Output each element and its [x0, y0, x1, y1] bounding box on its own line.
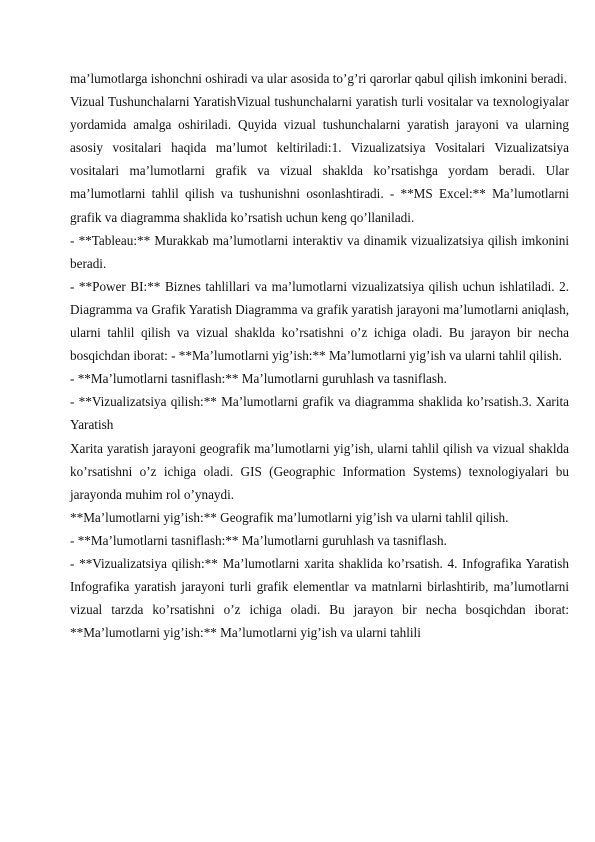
paragraph-tableau: - **Tableau:** Murakkab ma’lumotlarni interaktiv va dinamik vizualizatsiya qilish imkonini beradi.	[70, 232, 569, 271]
paragraph-visual-concepts: Vizual Tushunchalarni YaratishVizual tushunchalarni yaratish turli vositalar va texnologiyalar yordamida amalga oshiriladi. Quyida vizual tushunchalarni yaratish jarayoni va ularning asosiy vositalari haqida ma’lumot keltiriladi:1. Vizualizatsiya Vositalari Vizualizatsiya vositalari ma’lumotlarni grafik va vizual shaklda ko’rsatishga yordam beradi. Ular ma’lumotlarni tahlil qilish va tushunishni osonlashtiradi. - **MS Excel:** Ma’lumotlarni grafik va diagramma shaklida ko’rsatish uchun keng qo’llaniladi.	[70, 94, 569, 225]
paragraph-data-classification: - **Ma’lumotlarni tasniflash:** Ma’lumotlarni guruhlash va tasniflash.	[70, 371, 447, 387]
paragraph-geo-data-classification: - **Ma’lumotlarni tasniflash:** Ma’lumotlarni guruhlash va tasniflash.	[70, 532, 447, 548]
paragraph-geo-data-collection: **Ma’lumotlarni yig’ish:** Geografik ma’lumotlarni yig’ish va ularni tahlil qilish.	[70, 509, 509, 525]
paragraph-intro-continuation: ma’lumotlarga ishonchni oshiradi va ular asosida to’g’ri qarorlar qabul qilish imkonini beradi.	[70, 71, 568, 86]
paragraph-infographics: - **Vizualizatsiya qilish:** Ma’lumotlarni xarita shaklida ko’rsatish. 4. Infografika Yaratish Infografika yaratish jarayoni turli grafik elementlar va matnlarni birlashtirib, ma’lumotlarni vizual tarzda ko’rsatishni o’z ichiga oladi. Bu jarayon bir necha bosqichdan iborat: **Ma’lumotlarni yig’ish:** Ma’lumotlarni yig’ish va ularni tahlili	[70, 555, 569, 641]
paragraph-map-creation: Xarita yaratish jarayoni geografik ma’lumotlarni yig’ish, ularni tahlil qilish va vizual shaklda ko’rsatishni o’z ichiga oladi. GIS (Geographic Information Systems) texnologiyalari bu jarayonda muhim rol o’ynaydi.	[70, 440, 569, 502]
document-page	[70, 67, 569, 644]
paragraph-visualization-map-heading: - **Vizualizatsiya qilish:** Ma’lumotlarni grafik va diagramma shaklida ko’rsatish.3. Xarita Yaratish	[70, 394, 569, 433]
paragraph-power-bi: - **Power BI:** Biznes tahlillari va ma’lumotlarni vizualizatsiya qilish uchun ishlatiladi. 2. Diagramma va Grafik Yaratish Diagramma va grafik yaratish jarayoni ma’lumotlarni aniqlash, ularni tahlil qilish va vizual shaklda ko’rsatishni o’z ichiga oladi. Bu jarayon bir necha bosqichdan iborat: - **Ma’lumotlarni yig’ish:** Ma’lumotlarni yig’ish va ularni tahlil qilish.	[70, 278, 569, 364]
